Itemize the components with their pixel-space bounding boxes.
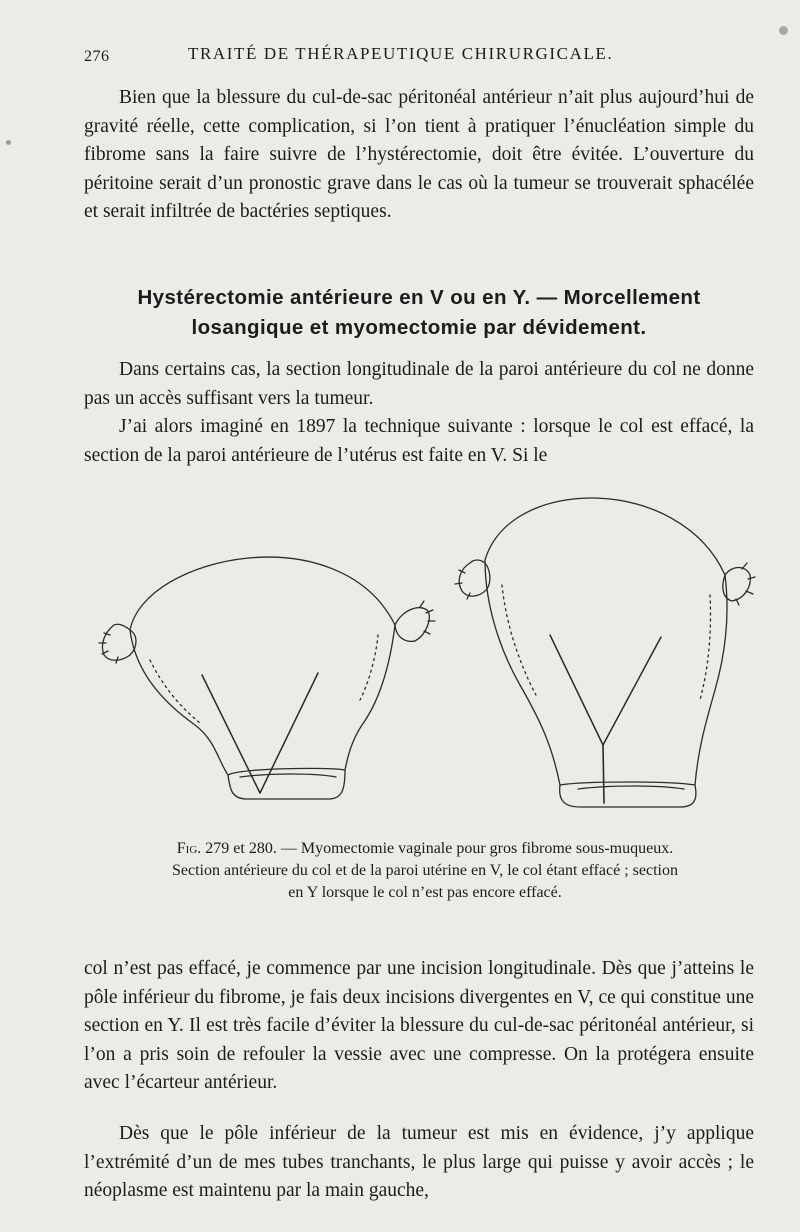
figure-caption xyxy=(170,838,680,904)
section-heading-line-1: Hystérectomie antérieure en V ou en Y. — Morcellement xyxy=(137,286,701,309)
page-number: 276 xyxy=(84,48,110,65)
figure-280-y-section xyxy=(455,498,755,807)
paper-speck xyxy=(779,26,788,35)
paragraph-4: col n’est pas effacé, je commence par une incision longitudinale. Dès que j’atteins le pôle inférieur du fibrome, je fais deux incisions divergentes en V, ce qui constitue une section en Y. Il est très facile d’éviter la blessure du cul-de-sac péritonéal antérieur, si l’on a pris soin de refouler la vessie avec une compresse. On la protégera ensuite avec l’écarteur antérieur. xyxy=(84,958,754,1094)
section-heading xyxy=(84,283,754,343)
section-heading-line-2: losangique et myomectomie par dévidement. xyxy=(191,316,647,339)
paper-speck xyxy=(6,140,11,145)
figure-uterus-sections xyxy=(90,485,770,825)
figure-caption-text: 279 et 280. — Myomectomie vaginale pour gros fibrome sous-muqueux. Section antérieure du col et de la paroi utérine en V, le col étant effacé ; section en Y lorsque le col n’est pas encore effacé. xyxy=(171,840,678,901)
figure-illustration xyxy=(90,485,770,825)
figure-279-v-section xyxy=(99,557,435,799)
figure-caption-label: Fig. xyxy=(176,840,202,857)
running-title: TRAITÉ DE THÉRAPEUTIQUE CHIRURGICALE. xyxy=(188,44,614,63)
paragraph-3: J’ai alors imaginé en 1897 la technique suivante : lorsque le col est effacé, la section de la paroi antérieure de l’utérus est faite en V. Si le xyxy=(84,416,754,466)
paragraph-2: Dans certains cas, la section longitudinale de la paroi antérieure du col ne donne pas un accès suffisant vers la tumeur. xyxy=(84,359,754,409)
running-head xyxy=(84,42,764,72)
paragraph-1: Bien que la blessure du cul-de-sac péritonéal antérieur n’ait plus aujourd’hui de gravité réelle, cette complication, si l’on tient à pratiquer l’énucléation simple du fibrome sans la faire suivre de l’hystérectomie, doit être évitée. L’ouverture du péritoine serait d’un pronostic grave dans le cas où la tumeur se trouverait sphacélée et serait infiltrée de bactéries septiques. xyxy=(84,87,754,223)
paragraph-5: Dès que le pôle inférieur de la tumeur est mis en évidence, j’y applique l’extrémité d’un de mes tubes tranchants, le plus large qui puisse y avoir accès ; le néoplasme est maintenu par la main gauche, xyxy=(84,1123,754,1202)
